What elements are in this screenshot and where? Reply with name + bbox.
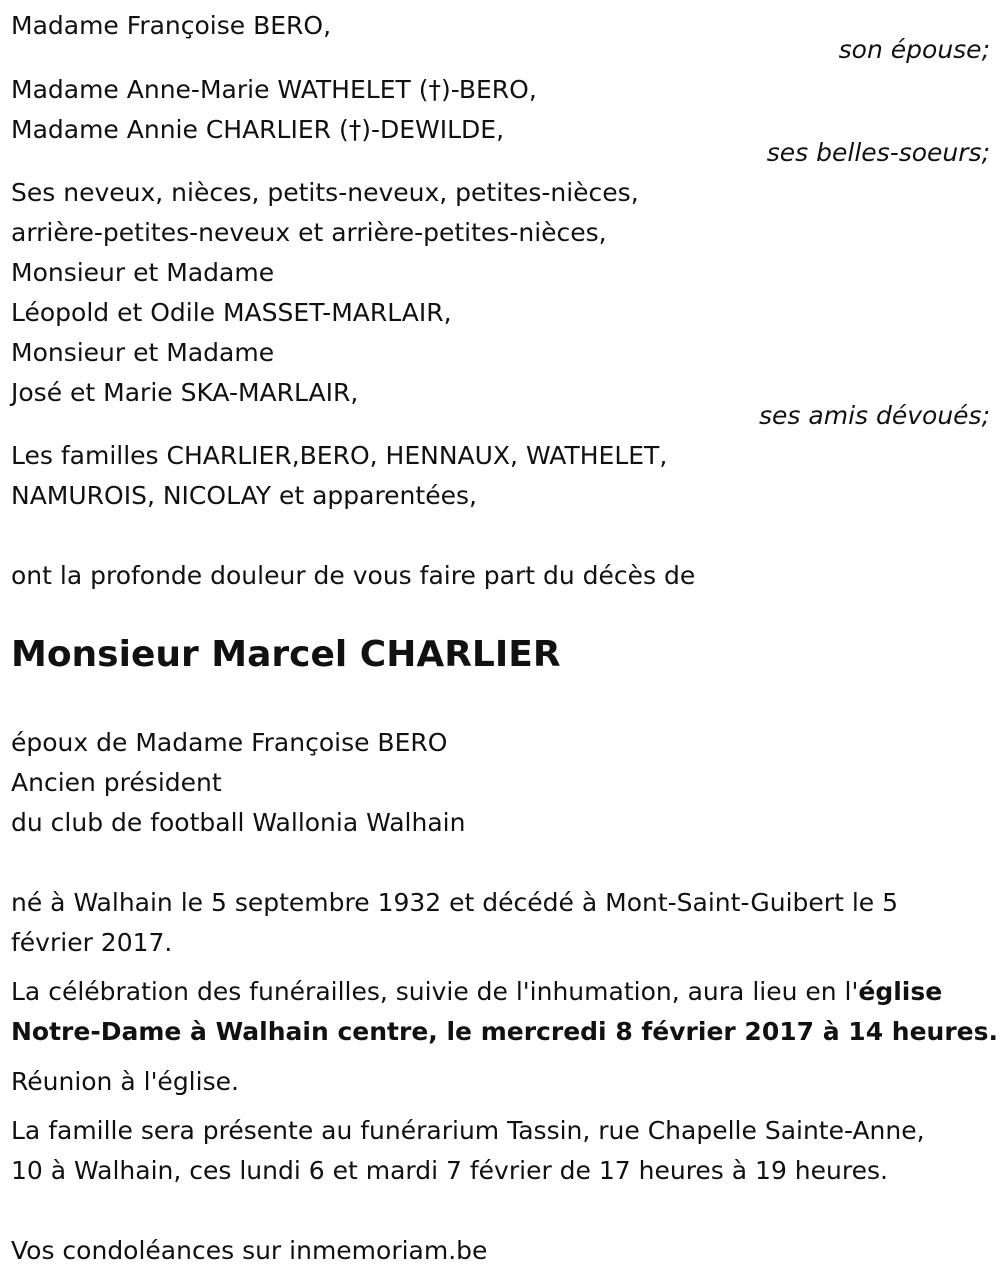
- birth-death-line-1: né à Walhain le 5 septembre 1932 et décédé à Mont-Saint-Guibert le 5: [11, 888, 898, 917]
- description-line-2: Ancien président: [11, 768, 222, 797]
- sister-in-law-1: Madame Anne-Marie WATHELET (†)-BERO,: [11, 75, 537, 104]
- friends-line-1: Monsieur et Madame: [11, 258, 275, 287]
- reunion-text: Réunion à l'église.: [11, 1067, 239, 1096]
- birth-death-line-2: février 2017.: [11, 928, 173, 957]
- deceased-name: Monsieur Marcel CHARLIER: [11, 634, 561, 675]
- friends-line-2: Léopold et Odile MASSET-MARLAIR,: [11, 298, 452, 327]
- description-line-1: époux de Madame Françoise BERO: [11, 728, 448, 757]
- visitation-line-2: 10 à Walhain, ces lundi 6 et mardi 7 février de 17 heures à 19 heures.: [11, 1156, 888, 1185]
- funeral-line-1: [11, 972, 942, 1012]
- condolences-link[interactable]: Vos condoléances sur inmemoriam.be: [11, 1236, 488, 1265]
- description-line-3: du club de football Wallonia Walhain: [11, 808, 466, 837]
- friends-line-3: Monsieur et Madame: [11, 338, 275, 367]
- relatives-line-1: Ses neveux, nièces, petits-neveux, petites-nièces,: [11, 178, 639, 207]
- visitation-line-1: La famille sera présente au funérarium Tassin, rue Chapelle Sainte-Anne,: [11, 1116, 925, 1145]
- friends-role: ses amis dévoués;: [759, 401, 990, 430]
- friends-line-4: José et Marie SKA-MARLAIR,: [11, 378, 359, 407]
- funeral-church-start: église: [858, 977, 943, 1006]
- spouse-name: Madame Françoise BERO,: [11, 11, 332, 40]
- spouse-role: son épouse;: [838, 35, 990, 64]
- funeral-text: La célébration des funérailles, suivie de l'inhumation, aura lieu en l': [11, 977, 859, 1006]
- sister-in-law-2: Madame Annie CHARLIER (†)-DEWILDE,: [11, 115, 505, 144]
- funeral-line-2: Notre-Dame à Walhain centre, le mercredi 8 février 2017 à 14 heures.: [11, 1017, 998, 1046]
- intro-text: ont la profonde douleur de vous faire part du décès de: [11, 561, 696, 590]
- families-line-2: NAMUROIS, NICOLAY et apparentées,: [11, 481, 477, 510]
- families-line-1: Les familles CHARLIER,BERO, HENNAUX, WATHELET,: [11, 441, 668, 470]
- sisters-in-law-role: ses belles-soeurs;: [766, 138, 990, 167]
- relatives-line-2: arrière-petites-neveux et arrière-petites-nièces,: [11, 218, 607, 247]
